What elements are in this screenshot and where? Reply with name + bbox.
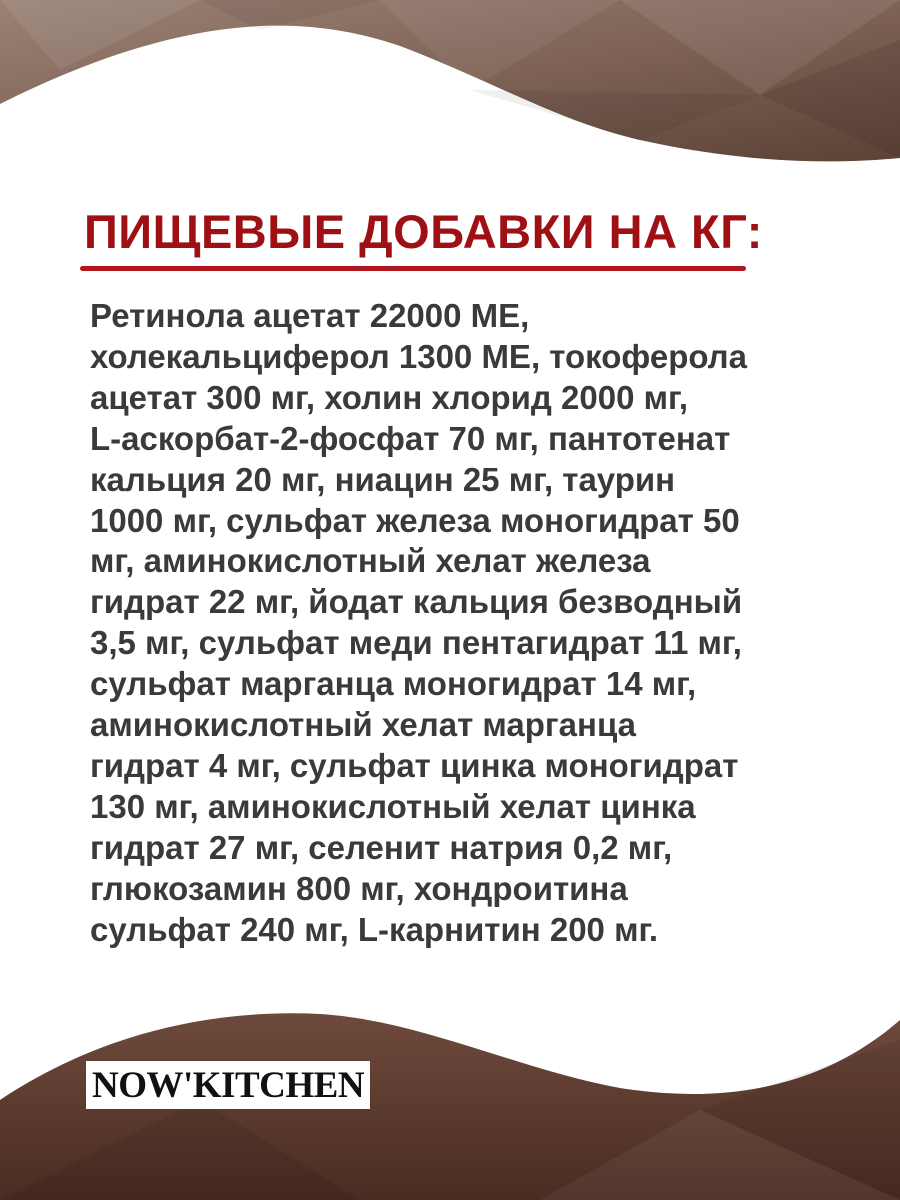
ingredients-line: аминокислотный хелат марганца <box>90 706 636 744</box>
ingredients-line: сульфат 240 мг, L-карнитин 200 мг. <box>90 910 659 948</box>
ingredients-line: кальция 20 мг, ниацин 25 мг, таурин <box>90 460 676 498</box>
title-underline <box>80 266 746 271</box>
ingredients-line: глюкозамин 800 мг, хондроитина <box>90 869 628 907</box>
brand-logo: NOW'KITCHEN <box>86 1061 370 1109</box>
page-title: ПИЩЕВЫЕ ДОБАВКИ НА КГ: <box>84 205 763 258</box>
ingredients-line: Ретинола ацетат 22000 МЕ, <box>90 297 530 334</box>
ingredients-line: гидрат 22 мг, йодат кальция безводный <box>90 583 743 621</box>
ingredients-text <box>90 296 830 951</box>
ingredients-line: сульфат марганца моногидрат 14 мг, <box>90 665 697 703</box>
ingredients-line: 3,5 мг, сульфат меди пентагидрат 11 мг, <box>90 624 742 662</box>
ingredients-line: гидрат 27 мг, селенит натрия 0,2 мг, <box>90 828 673 866</box>
ingredients-line: 130 мг, аминокислотный хелат цинка <box>90 787 696 825</box>
ingredients-line: мг, аминокислотный хелат железа <box>90 542 651 580</box>
ingredients-line: ацетат 300 мг, холин хлорид 2000 мг, <box>90 378 689 416</box>
ingredients-line: холекальциферол 1300 МЕ, токоферола <box>90 337 748 375</box>
ingredients-line: L-аскорбат-2-фосфат 70 мг, пантотенат <box>90 419 731 457</box>
ingredients-line: гидрат 4 мг, сульфат цинка моногидрат <box>90 746 739 784</box>
ingredients-line: 1000 мг, сульфат железа моногидрат 50 <box>90 501 740 539</box>
